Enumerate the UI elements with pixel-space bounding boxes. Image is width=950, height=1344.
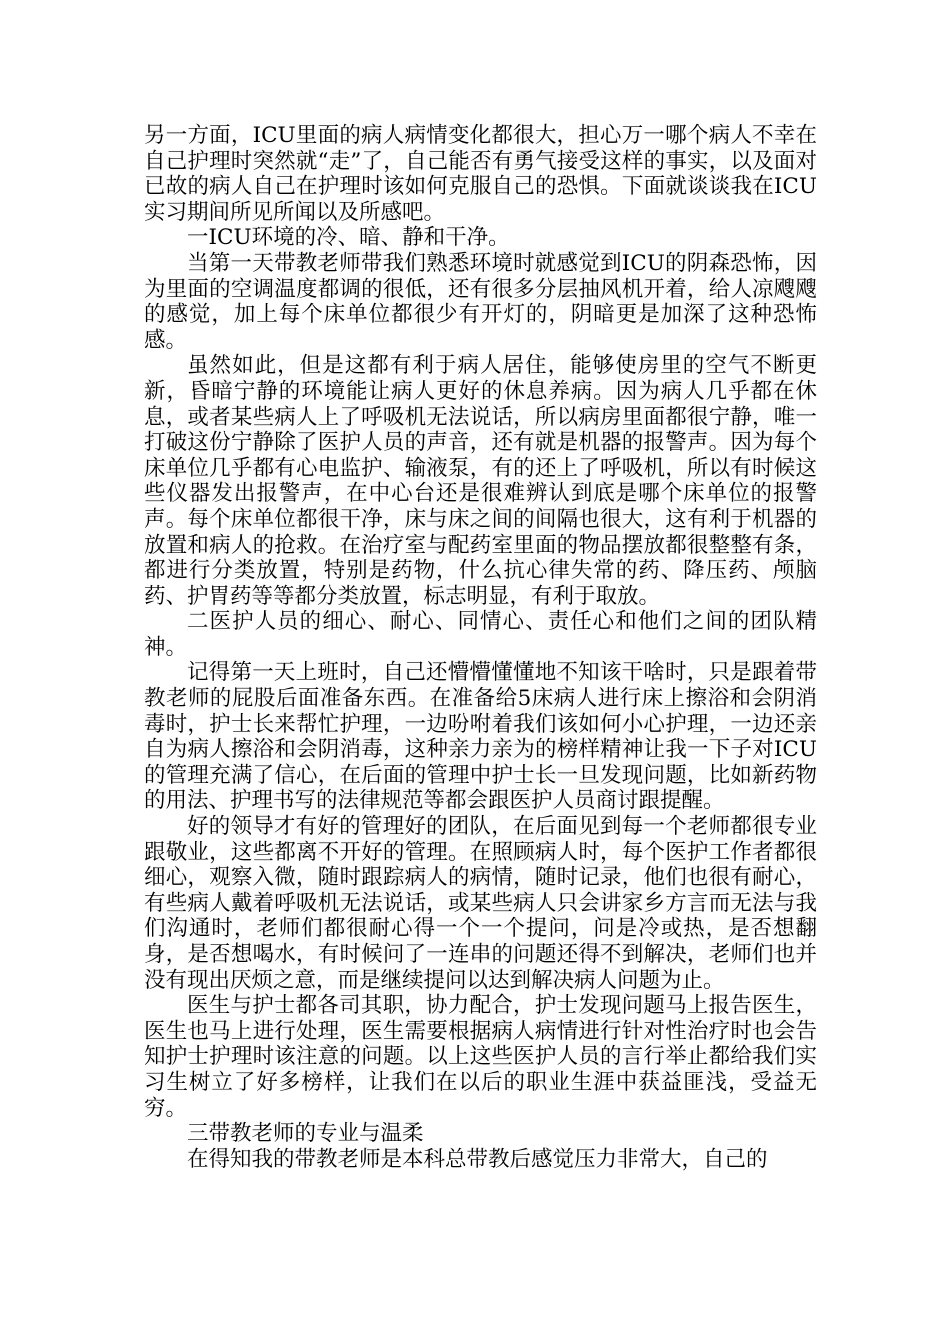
section-heading-environment: 一ICU环境的冷、暗、静和干净。: [187, 225, 510, 251]
paragraph: 当第一天带教老师带我们熟悉环境时就感觉到ICU的阴森恐怖，因为里面的空调温度都调的很低，还有很多分层抽风机开着，给人凉飕飕的感觉，加上每个床单位都很少有开灯的，阴暗更是加深了这种恐怖感。: [144, 250, 817, 353]
paragraph: 在得知我的带教老师是本科总带教后感觉压力非常大，自己的: [187, 1146, 768, 1172]
paragraph-continued: 另一方面，ICU里面的病人病情变化都很大，担心万一哪个病人不幸在自己护理时突然就“走”了，自己能否有勇气接受这样的事实，以及面对已故的病人自己在护理时该如何克服自己的恐惧。下面就谈谈我在ICU实习期间所见所闻以及所感吧。: [144, 123, 817, 225]
paragraph: 好的领导才有好的管理好的团队，在后面见到每一个老师都很专业跟敬业，这些都离不开好的管理。在照顾病人时，每个医护工作者都很细心，观察入微，随时跟踪病人的病情，随时记录，他们也很有耐心，有些病人戴着呼吸机无法说话，或某些病人只会讲家乡方言而无法与我们沟通时，老师们都很耐心得一个一个提问，问是冷或热，是否想翻身，是否想喝水，有时候问了一连串的问题还得不到解决，老师们也并没有现出厌烦之意，而是继续提问以达到解决病人问题为止。: [144, 814, 817, 993]
section-heading-teacher: 三带教老师的专业与温柔: [187, 1121, 424, 1147]
paragraph: 记得第一天上班时，自己还懵懵懂懂地不知该干啥时，只是跟着带教老师的屁股后面准备东西。在准备给5床病人进行床上擦浴和会阴消毒时，护士长来帮忙护理，一边吩咐着我们该如何小心护理，一边还亲自为病人擦浴和会阴消毒，这种亲力亲为的榜样精神让我一下子对ICU的管理充满了信心，在后面的管理中护士长一旦发现问题，比如新药物的用法、护理书写的法律规范等都会跟医护人员商讨跟提醒。: [144, 660, 817, 814]
paragraph: 虽然如此，但是这都有利于病人居住，能够使房里的空气不断更新，昏暗宁静的环境能让病人更好的休息养病。因为病人几乎都在休息，或者某些病人上了呼吸机无法说话，所以病房里面都很宁静，唯一打破这份宁静除了医护人员的声音，还有就是机器的报警声。因为每个床单位几乎都有心电监护、输液泵，有的还上了呼吸机，所以有时候这些仪器发出报警声，在中心台还是很难辨认到底是哪个床单位的报警声。每个床单位都很干净，床与床之间的间隔也很大，这有利于机器的放置和病人的抢救。在治疗室与配药室里面的物品摆放都很整整有条，都进行分类放置，特别是药物，什么抗心律失常的药、降压药、颅脑药、护胃药等等都分类放置，标志明显，有利于取放。: [144, 353, 817, 609]
paragraph: 医生与护士都各司其职，协力配合，护士发现问题马上报告医生，医生也马上进行处理，医生需要根据病人病情进行针对性治疗时也会告知护士护理时该注意的问题。以上这些医护人员的言行举止都给我们实习生树立了好多榜样，让我们在以后的职业生涯中获益匪浅，受益无穷。: [144, 993, 817, 1121]
section-heading-staff: 二医护人员的细心、耐心、同情心、责任心和他们之间的团队精神。: [144, 609, 817, 660]
document-body: [144, 123, 817, 1172]
